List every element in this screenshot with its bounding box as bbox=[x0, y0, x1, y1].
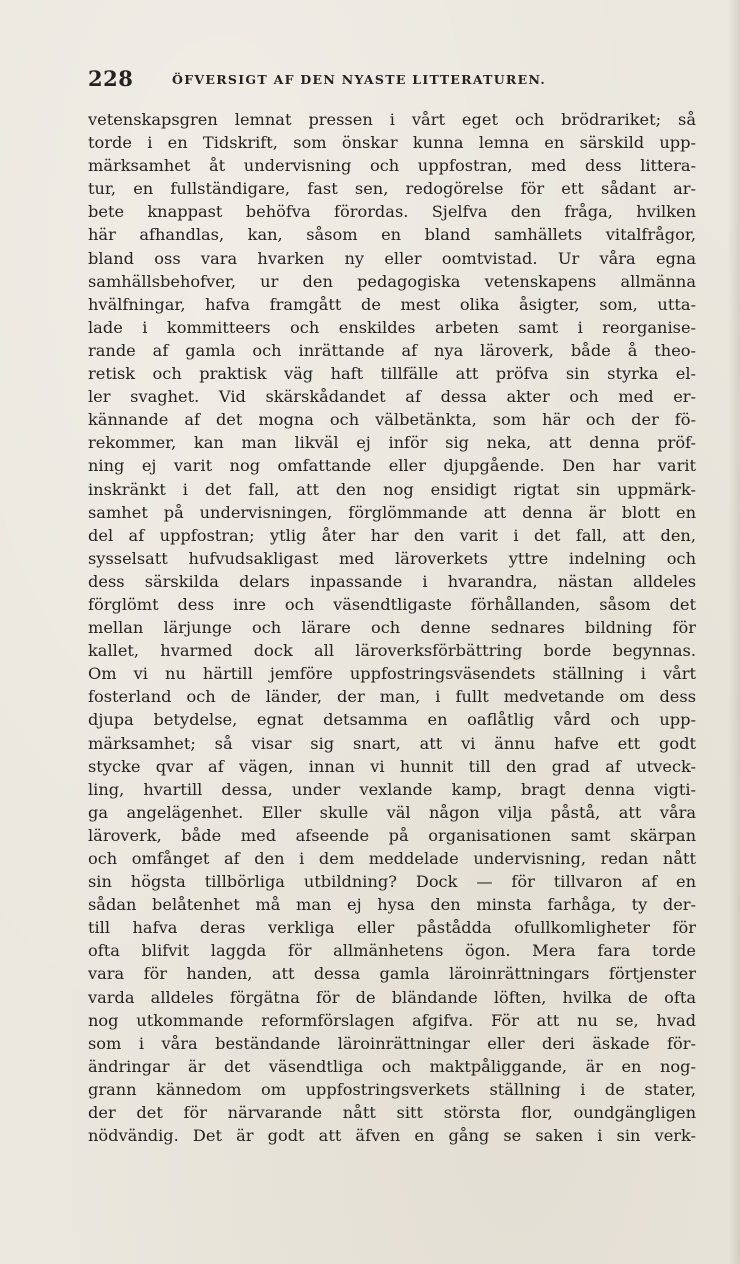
page-header bbox=[88, 66, 696, 94]
text-line: vara för handen, att dessa gamla läroinrättningars förtjenster bbox=[88, 964, 696, 984]
text-line: bland oss vara hvarken ny eller oomtvistad. Ur våra egna bbox=[88, 248, 696, 268]
text-line: som i våra beständande läroinrättningar eller deri äskade för- bbox=[88, 1033, 696, 1053]
text-line: ofta blifvit laggda för allmänhetens ögon. Mera fara torde bbox=[88, 941, 696, 961]
text-line: nog utkommande reformförslagen afgifva. För att nu se, hvad bbox=[88, 1010, 696, 1030]
text-line: del af uppfostran; ytlig åter har den varit i det fall, att den, bbox=[88, 525, 696, 545]
text-line: till hafva deras verkliga eller påstådda ofullkomligheter för bbox=[88, 918, 696, 938]
text-line: fosterland och de länder, der man, i fullt medvetande om dess bbox=[88, 687, 696, 707]
text-line: ling, hvartill dessa, under vexlande kamp, bragt denna vigti- bbox=[88, 779, 696, 799]
text-line: rande af gamla och inrättande af nya läroverk, både å theo- bbox=[88, 340, 696, 360]
text-line: märksamhet åt undervisning och uppfostran, med dess littera- bbox=[88, 156, 696, 176]
body-text bbox=[88, 108, 696, 1147]
text-line: nödvändig. Det är godt att äfven en gång se saken i sin verk- bbox=[88, 1126, 696, 1146]
text-line: märksamhet; så visar sig snart, att vi ännu hafve ett godt bbox=[88, 733, 696, 753]
text-line: bete knappast behöfva förordas. Sjelfva den fråga, hvilken bbox=[88, 202, 696, 222]
text-line: här afhandlas, kan, såsom en bland samhällets vitalfrågor, bbox=[88, 225, 696, 245]
text-line: stycke qvar af vägen, innan vi hunnit till den grad af utveck- bbox=[88, 756, 696, 776]
text-line: lade i kommitteers och enskildes arbeten samt i reorganise- bbox=[88, 317, 696, 337]
text-line: och omfånget af den i dem meddelade undervisning, redan nått bbox=[88, 849, 696, 868]
text-line: rekommer, kan man likväl ej inför sig neka, att denna pröf- bbox=[88, 433, 696, 453]
text-line: sysselsatt hufvudsakligast med läroverkets yttre indelning och bbox=[88, 548, 696, 568]
text-line: varda alldeles förgätna för de bländande löften, hvilka de ofta bbox=[88, 987, 696, 1007]
text-line: samhet på undervisningen, förglömmande att denna är blott en bbox=[88, 502, 696, 522]
text-line: ler svaghet. Vid skärskådandet af dessa akter och med er- bbox=[88, 387, 696, 407]
text-line: förglömt dess inre och väsendtligaste förhållanden, såsom det bbox=[88, 594, 696, 614]
text-line: der det för närvarande nått sitt största flor, oundgängligen bbox=[88, 1103, 696, 1123]
text-line: torde i en Tidskrift, som önskar kunna lemna en särskild upp- bbox=[88, 133, 696, 153]
page-number: 228 bbox=[88, 66, 134, 91]
text-line: läroverk, både med afseende på organisationen samt skärpan bbox=[88, 825, 696, 845]
text-line: dess särskilda delars inpassande i hvarandra, nästan alldeles bbox=[88, 571, 696, 591]
text-line: Om vi nu härtill jemföre uppfostringsväsendets ställning i vårt bbox=[88, 664, 696, 684]
text-line: ning ej varit nog omfattande eller djupgående. Den har varit bbox=[88, 456, 696, 476]
text-line: kännande af det mogna och välbetänkta, som här och der fö- bbox=[88, 410, 696, 430]
text-line: retisk och praktisk väg haft tillfälle att pröfva sin styrka el- bbox=[88, 364, 696, 384]
text-line: tur, en fullständigare, fast sen, redogörelse för ett sådant ar- bbox=[88, 179, 696, 199]
text-line: mellan lärjunge och lärare och denne sednares bildning för bbox=[88, 618, 696, 638]
text-line: djupa betydelse, egnat detsamma en oaflåtlig vård och upp- bbox=[88, 710, 696, 730]
text-line: grann kännedom om uppfostringsverkets ställning i de stater, bbox=[88, 1079, 696, 1099]
page-edge-shadow bbox=[728, 0, 740, 1264]
text-line: ändringar är det väsendtliga och maktpåliggande, är en nog- bbox=[88, 1056, 696, 1076]
text-line: ga angelägenhet. Eller skulle väl någon vilja påstå, att våra bbox=[88, 802, 696, 822]
running-head: ÖFVERSIGT AF DEN NYASTE LITTERATUREN. bbox=[172, 72, 547, 87]
text-line: sin högsta tillbörliga utbildning? Dock — för tillvaron af en bbox=[88, 872, 696, 892]
text-line: inskränkt i det fall, att den nog ensidigt rigtat sin uppmärk- bbox=[88, 479, 696, 499]
text-line: vetenskapsgren lemnat pressen i vårt eget och brödrariket; så bbox=[88, 110, 696, 129]
text-line: kallet, hvarmed dock all läroverksförbättring borde begynnas. bbox=[88, 641, 696, 661]
text-line: sådan belåtenhet må man ej hysa den minsta farhåga, ty der- bbox=[88, 895, 696, 915]
text-line: hvälfningar, hafva framgått de mest olika åsigter, som, utta- bbox=[88, 294, 696, 314]
text-line: samhällsbehofver, ur den pedagogiska vetenskapens allmänna bbox=[88, 271, 696, 291]
